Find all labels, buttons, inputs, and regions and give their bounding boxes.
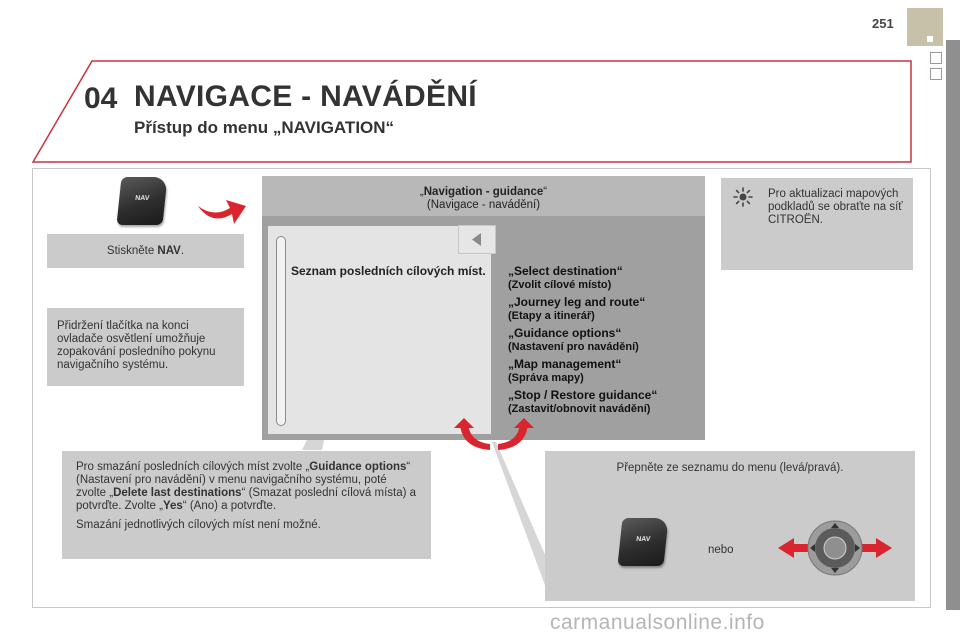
delete-paragraph-2: Smazání jednotlivých cílových míst není možné. xyxy=(76,519,321,531)
joystick-icon xyxy=(776,520,894,580)
menu-item-guidance-options xyxy=(508,326,700,354)
delete-text-g: “ (Ano) a potvrďte. xyxy=(182,500,277,512)
menu-item-en: „Journey leg and route“ xyxy=(508,295,646,309)
menu-item-cz: (Zastavit/obnovit navádění) xyxy=(508,403,651,415)
corner-tab xyxy=(907,8,943,46)
menu-title-quote-close: “ xyxy=(543,186,548,198)
press-key: NAV xyxy=(157,244,181,257)
screen-back-button xyxy=(458,225,496,254)
delete-text-c: “ (Nastavení pro navádění) v menu navigačního systému, poté zvolte „ xyxy=(76,461,411,499)
menu-item-select-destination xyxy=(508,264,700,292)
or-text: nebo xyxy=(708,544,734,556)
update-info-text: Pro aktualizaci mapových podkladů se obraťte na síť CITROËN. xyxy=(768,188,903,226)
page-number: 251 xyxy=(872,16,894,31)
menu-item-en: „Map management“ xyxy=(508,357,622,371)
page-subtitle: Přístup do menu „NAVIGATION“ xyxy=(134,118,395,137)
corner-tab-square xyxy=(927,36,933,42)
menu-item-en: „Select destination“ xyxy=(508,264,623,278)
nav-key-button xyxy=(116,177,167,225)
nav-key-button-2 xyxy=(617,518,668,566)
menu-item-en: „Guidance options“ xyxy=(508,326,622,340)
menu-item-cz: (Zvolit cílové místo) xyxy=(508,279,612,291)
margin-checkbox-2 xyxy=(930,68,942,80)
watermark: carmanualsonline.info xyxy=(550,611,765,634)
delete-text-e: “ (Smazat poslední cílová místa) a potvrďte. Zvolte „ xyxy=(76,487,417,512)
nav-key-label: NAV xyxy=(134,195,150,202)
side-strip xyxy=(946,40,960,610)
nav-key-label: NAV xyxy=(635,536,651,543)
hold-instruction: Přidržení tlačítka na konci ovladače osvětlení umožňuje zopakování posledního pokynu navigačního systému. xyxy=(47,308,244,386)
margin-checkbox-1 xyxy=(930,52,942,64)
recent-destinations-title: Seznam posledních cílových míst. xyxy=(291,264,486,278)
recent-destinations-panel xyxy=(268,226,491,434)
menu-item-cz: (Etapy a itinerář) xyxy=(508,310,595,322)
menu-title-quote-open: „ xyxy=(419,186,424,198)
screen-menu-title xyxy=(262,186,705,212)
menu-item-map-management xyxy=(508,357,700,385)
press-suffix: . xyxy=(180,244,185,257)
menu-item-stop-restore xyxy=(508,388,700,416)
switch-list-menu-text: Přepněte ze seznamu do menu (levá/pravá). xyxy=(616,462,844,474)
back-arrow-icon xyxy=(459,226,495,253)
press-prefix: Stiskněte xyxy=(106,244,158,257)
delete-paragraph-1 xyxy=(76,461,417,513)
press-nav-instruction xyxy=(47,234,244,268)
menu-item-journey-leg xyxy=(508,295,700,323)
delete-guidance-options: Guidance options xyxy=(309,461,407,473)
delete-destinations-instruction xyxy=(62,451,431,559)
rotate-arrows-icon xyxy=(452,418,536,456)
page-title: NAVIGACE - NAVÁDĚNÍ xyxy=(134,80,477,113)
delete-text-a: Pro smazání posledních cílových míst zvolte „ xyxy=(76,461,310,473)
menu-title-en: Navigation - guidance xyxy=(423,186,544,198)
menu-item-en: „Stop / Restore guidance“ xyxy=(508,388,658,402)
sun-icon xyxy=(733,187,753,207)
screen-menu-list xyxy=(508,264,700,419)
menu-item-cz: (Správa mapy) xyxy=(508,372,584,384)
chapter-number: 04 xyxy=(84,82,118,115)
menu-title-cz: (Navigace - navádění) xyxy=(426,199,541,211)
list-scrollbar xyxy=(276,236,286,426)
menu-item-cz: (Nastavení pro navádění) xyxy=(508,341,639,353)
delete-last-destinations: Delete last destinations xyxy=(113,487,242,499)
delete-yes: Yes xyxy=(162,500,183,512)
red-arrow-icon xyxy=(196,192,248,226)
